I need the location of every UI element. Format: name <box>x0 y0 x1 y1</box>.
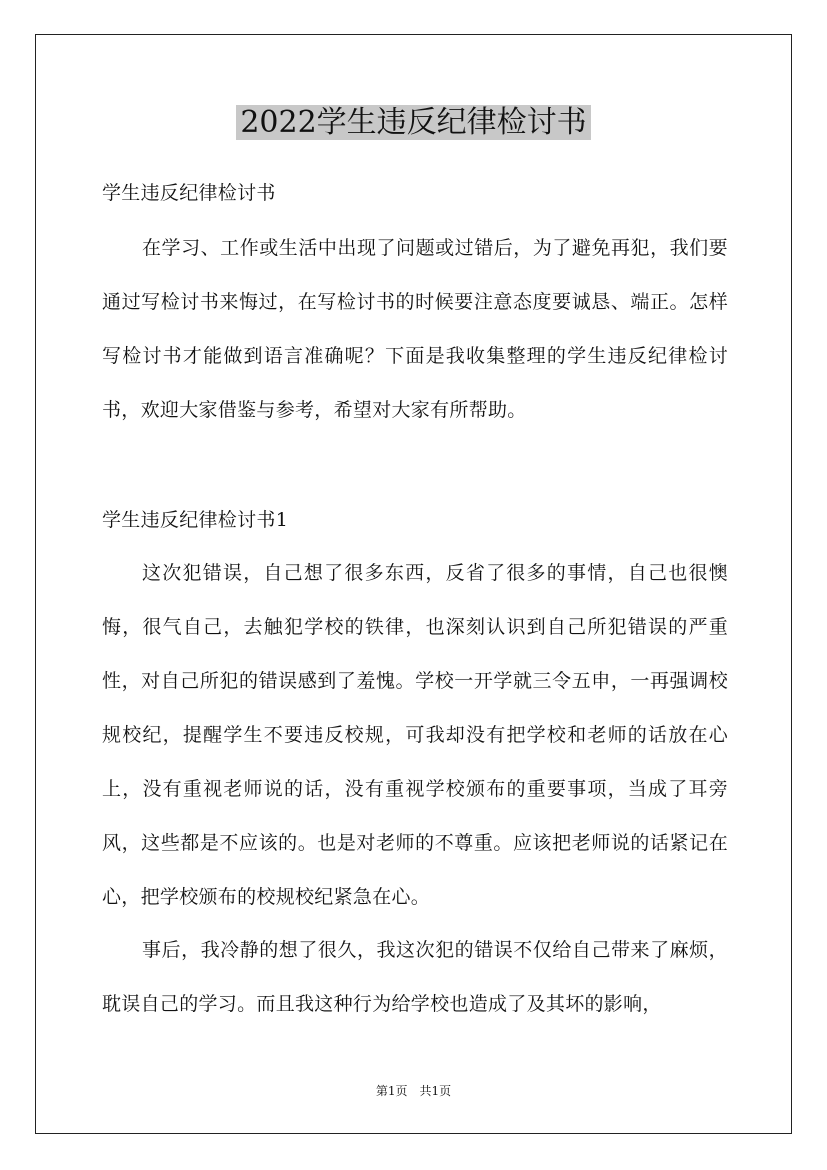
document-subtitle: 学生违反纪律检讨书 <box>102 182 276 204</box>
page-footer: 第1页 共1页 <box>375 1084 452 1098</box>
document-title-text: 2022学生违反纪律检讨书 <box>236 105 590 140</box>
intro-paragraph: 在学习、工作或生活中出现了问题或过错后，为了避免再犯，我们要通过写检讨书来悔过，在写检讨书的时候要注意态度要诚恳、端正。怎样写检讨书才能做到语言准确呢？下面是我收集整理的学生违反纪律检讨书，欢迎大家借鉴与参考，希望对大家有所帮助。 <box>102 237 728 421</box>
section-1-paragraph-1: 这次犯错误，自己想了很多东西，反省了很多的事情，自己也很懊悔，很气自己，去触犯学校的铁律，也深刻认识到自己所犯错误的严重性，对自己所犯的错误感到了羞愧。学校一开学就三令五申，一再强调校规校纪，提醒学生不要违反校规，可我却没有把学校和老师的话放在心上，没有重视老师说的话，没有重视学校颁布的重要事项，当成了耳旁风，这些都是不应该的。也是对老师的不尊重。应该把老师说的话紧记在心，把学校颁布的校规校纪紧急在心。 <box>102 562 728 908</box>
section-1-paragraph-2: 事后，我冷静的想了很久，我这次犯的错误不仅给自己带来了麻烦，耽误自己的学习。而且我这种行为给学校也造成了及其坏的影响， <box>102 939 728 1015</box>
document-title <box>0 100 827 146</box>
section-heading-1: 学生违反纪律检讨书1 <box>102 509 289 531</box>
